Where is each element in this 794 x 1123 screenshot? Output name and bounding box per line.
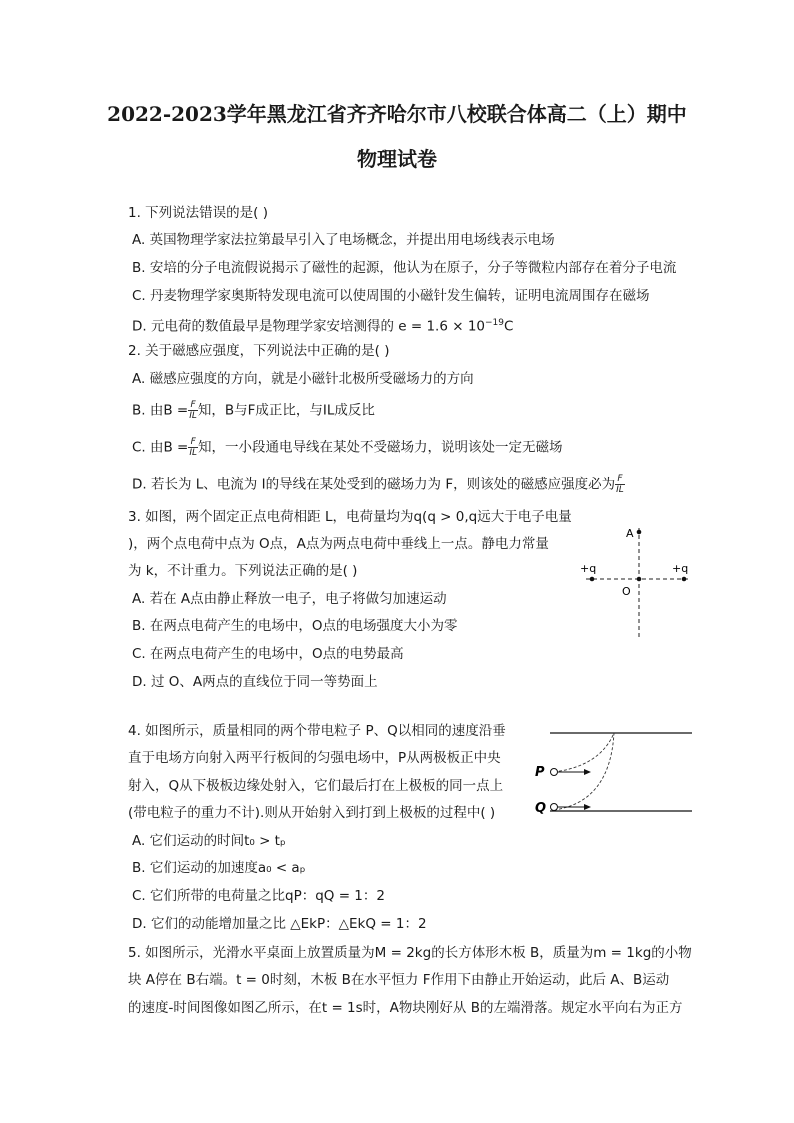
q4-plates-figure [530,722,696,822]
title-line-2: 物理试卷 [357,147,437,171]
q4-option-c: C. 它们所带的电荷量之比qP：qQ = 1：2 [132,888,385,904]
label-left-charge: +q [580,562,597,575]
q1-option-c: C. 丹麦物理学家奥斯特发现电流可以使周围的小磁针发生偏转，证明电流周围存在磁场 [132,288,650,304]
q1-option-b: B. 安培的分子电流假说揭示了磁性的起源，他认为在原子，分子等微粒内部存在着分子电流 [132,260,677,276]
q1-option-d: D. 元电荷的数值最早是物理学家安培测得的 $e = 1.6 \times 10^{-19}C$ [132,318,514,335]
label-a: A [626,527,634,540]
point-o-dot [637,577,642,582]
label-p: P [535,765,545,780]
q2-option-d: D. 若长为 L、电流为 I的导线在某处受到的磁场力为 F，则该处的磁感应强度必为 $\frac{F}{IL}$ [132,474,624,495]
left-charge-dot [590,577,595,582]
q5-stem-line-1: 5. 如图所示，光滑水平桌面上放置质量为M = 2kg的长方体形木板 B，质量为m = 1kg的小物 [128,945,692,961]
q4-stem-line-4: (带电粒子的重力不计).则从开始射入到打到上极板的过程中( ) [128,805,496,821]
right-charge-dot [682,577,687,582]
q5-stem-line-2: 块 A停在 B右端。t = 0时刻，木板 B在水平恒力 F作用下由静止开始运动，此后 A、B运动 [128,972,670,988]
particle-p [551,769,558,776]
q3-option-c: C. 在两点电荷产生的电场中，O点的电势最高 [132,646,404,662]
p-trajectory [554,733,614,772]
q4-stem-line-2: 直于电场方向射入两平行板间的匀强电场中，P从两极板正中央 [128,750,501,766]
q2-stem: 2. 关于磁感应强度，下列说法中正确的是( ) [128,343,390,359]
label-q: Q [535,801,547,816]
q2-option-a: A. 磁感应强度的方向，就是小磁针北极所受磁场力的方向 [132,371,474,387]
q3-stem-line-2: )，两个点电荷中点为 O点，A点为两点电荷中垂线上一点。静电力常量 [128,536,549,552]
q3-stem-line-3: 为 k，不计重力。下列说法正确的是( ) [128,563,358,579]
q3-charges-figure [576,518,706,644]
title-line-1: 2022-2023学年黑龙江省齐齐哈尔市八校联合体高二（上）期中 [107,102,687,126]
q4-stem-line-3: 射入，Q从下极板边缘处射入，它们最后打在上极板的同一点上 [128,778,504,794]
q4-stem-line-1: 4. 如图所示，质量相同的两个带电粒子 P、Q以相同的速度沿垂 [128,723,506,739]
point-a-dot [637,530,642,535]
q1-stem: 1. 下列说法错误的是( ) [128,205,268,221]
q4-option-d: D. 它们的动能增加量之比 △EkP：△EkQ = 1：2 [132,916,427,932]
label-o: O [622,585,631,598]
q2-option-b: B. 由B = $\frac{F}{IL}$ 知，B与F成正比，与IL成反比 [132,400,375,421]
q3-stem-line-1: 3. 如图，两个固定正点电荷相距 L，电荷量均为q(q > 0,q远大于电子电量 [128,509,572,525]
particle-q [551,804,558,811]
q1-option-a: A. 英国物理学家法拉第最早引入了电场概念，并提出用电场线表示电场 [132,232,555,248]
q2-option-c: C. 由B = $\frac{F}{IL}$ 知，一小段通电导线在某处不受磁场力，说明该处一定无磁场 [132,437,563,458]
fraction-f-over-il: $\frac{F}{IL}$ [189,437,198,458]
fraction-f-over-il: $\frac{F}{IL}$ [616,474,624,495]
q3-option-a: A. 若在 A点由静止释放一电子，电子将做匀加速运动 [132,591,447,607]
q3-option-d: D. 过 O、A两点的直线位于同一等势面上 [132,674,378,690]
fraction-f-over-il: $\frac{F}{IL}$ [189,400,197,421]
q3-option-b: B. 在两点电荷产生的电场中，O点的电场强度大小为零 [132,618,458,634]
q4-option-a: A. 它们运动的时间t₀ > tₚ [132,833,286,849]
q4-option-b: B. 它们运动的加速度a₀ < aₚ [132,860,306,876]
q5-stem-line-3: 的速度-时间图像如图乙所示，在t = 1s时，A物块刚好从 B的左端滑落。规定水平向右为正方 [128,1000,683,1016]
label-right-charge: +q [672,562,689,575]
